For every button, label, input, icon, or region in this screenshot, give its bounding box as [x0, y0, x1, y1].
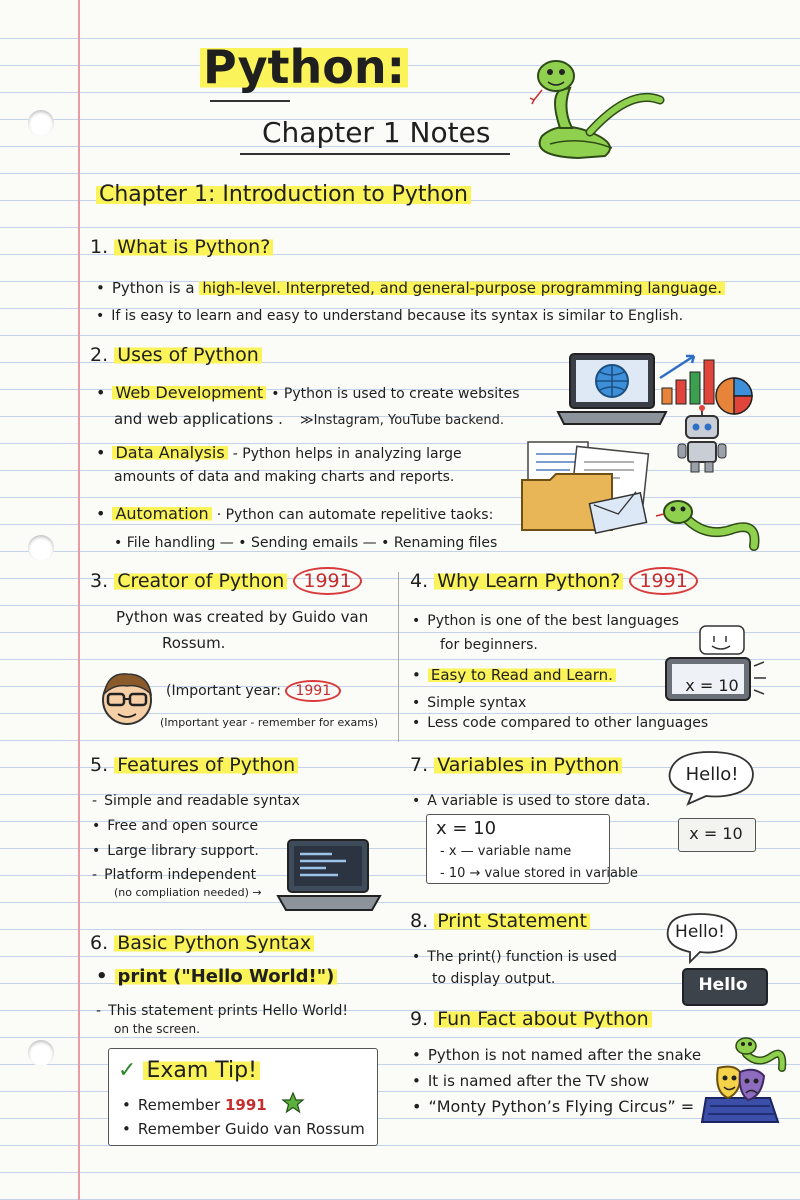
tip-text: • Remember	[122, 1096, 220, 1114]
bullet-text: • Simple syntax	[412, 695, 526, 711]
section-6-heading	[90, 930, 314, 956]
s6-desc-2: on the screen.	[114, 1022, 200, 1036]
laptop-globe-icon	[556, 350, 668, 430]
s4-bullet-1	[412, 610, 679, 632]
exam-tip-item-1	[122, 1094, 267, 1116]
section-number: 8.	[410, 910, 429, 932]
section-title: Variables in Python	[434, 754, 622, 776]
column-divider	[398, 572, 399, 742]
feature-item	[92, 864, 256, 886]
exam-tip-title	[118, 1058, 260, 1083]
data-analysis-line-2: amounts of data and making charts and reports.	[114, 469, 455, 485]
variable-line-1: - x — variable name	[440, 844, 572, 859]
important-year	[166, 680, 341, 702]
bullet	[96, 443, 112, 462]
exam-tip-item-2	[122, 1118, 365, 1140]
star-icon	[282, 1092, 304, 1114]
s4-bullet-2	[412, 664, 616, 686]
bullet	[96, 504, 112, 523]
creator-line-1: Python was created by Guido van	[116, 608, 369, 626]
desc-text: - This statement prints Hello World!	[96, 1003, 348, 1019]
fun-fact-1	[412, 1044, 701, 1066]
bullet-text: • “Monty Python’s Flying Circus” =	[412, 1097, 694, 1116]
term-data-analysis: Data Analysis	[112, 443, 227, 462]
section-5-heading	[90, 752, 298, 778]
binder-hole	[28, 110, 54, 136]
margin-line	[78, 0, 80, 1200]
exam-tip-title-text: Exam Tip!	[143, 1058, 259, 1083]
monitor-screen-text: x = 10	[685, 676, 739, 695]
s7-desc	[412, 790, 650, 812]
section-title: Basic Python Syntax	[114, 932, 314, 954]
bullet	[96, 966, 115, 987]
bullet-text: • Python is a	[96, 279, 195, 297]
bullet-text: • If is easy to learn and easy to understand because its syntax is similar to English.	[96, 308, 683, 324]
bullet-text: • A variable is used to store data.	[412, 793, 650, 809]
section-number: 5.	[90, 754, 109, 776]
print-code	[96, 966, 337, 987]
s4-bullet-4	[412, 712, 708, 734]
chapter-heading	[96, 182, 471, 207]
fun-fact-3	[412, 1096, 694, 1118]
section-number: 6.	[90, 932, 109, 954]
bullet	[412, 666, 428, 684]
folder-icon	[520, 440, 660, 536]
section-title: Print Statement	[434, 910, 590, 932]
variable-line-2: - 10 → value stored in variable	[440, 866, 638, 881]
important-year-label: (Important year:	[166, 683, 282, 699]
section-number: 1.	[90, 236, 109, 258]
section-title: Features of Python	[114, 754, 298, 776]
title-text: Python:	[200, 40, 408, 94]
web-dev-line-2: and web applications .	[114, 410, 283, 428]
bullet-text: • Less code compared to other languages	[412, 715, 708, 731]
term-web-development: Web Development	[112, 383, 266, 402]
binder-hole	[28, 535, 54, 561]
section-9-heading	[410, 1006, 652, 1032]
section-title: What is Python?	[114, 236, 273, 258]
highlighted-text: Easy to Read and Learn.	[428, 666, 616, 684]
section-number: 3.	[90, 570, 109, 592]
section-number: 9.	[410, 1008, 429, 1030]
bullet-text: • It is named after the TV show	[412, 1072, 649, 1090]
page-subtitle	[262, 116, 490, 149]
feature-item	[92, 840, 259, 862]
title-underline	[210, 100, 290, 102]
section-number: 2.	[90, 344, 109, 366]
subtitle-underline	[240, 153, 510, 155]
feature-text: • Large library support.	[92, 843, 259, 859]
year-circle: 1991	[293, 567, 361, 595]
web-dev-line-1	[96, 382, 520, 405]
feature-text: - Simple and readable syntax	[92, 793, 300, 809]
face-avatar-icon	[96, 668, 158, 728]
data-analysis-line-1	[96, 442, 462, 465]
check-icon: ✓	[118, 1058, 137, 1083]
section-3-heading	[90, 568, 362, 594]
s8-desc-2: to display output.	[432, 971, 556, 987]
feature-note: (no compliation needed) →	[114, 886, 262, 899]
year-circle: 1991	[285, 680, 341, 702]
term-desc: - Python helps in analyzing large	[232, 446, 462, 462]
tip-year: 1991	[225, 1096, 267, 1114]
variable-code: x = 10	[436, 818, 497, 839]
binder-hole	[28, 1040, 54, 1066]
term-desc: • Python is used to create websites	[271, 386, 520, 402]
bullet	[96, 383, 112, 402]
s4-bullet-3	[412, 692, 526, 714]
automation-line	[96, 503, 493, 526]
code-text: print ("Hello World!")	[115, 966, 338, 987]
bullet-text: • Python is one of the best languages	[412, 613, 679, 629]
section-title: Creator of Python	[114, 570, 287, 592]
section-2-heading	[90, 342, 262, 368]
s4-bullet-1-cont: for beginners.	[440, 637, 538, 653]
laptop-code-icon	[276, 836, 384, 916]
creator-line-2: Rossum.	[162, 634, 226, 652]
robot-icon	[674, 404, 730, 476]
section-7-heading	[410, 752, 622, 778]
snake-icon	[520, 48, 670, 160]
s8-desc-1	[412, 946, 617, 968]
section-4-heading	[410, 568, 698, 594]
speech-bubble-text: Hello!	[675, 922, 725, 942]
web-dev-example: ≫Instagram, YouTube backend.	[300, 413, 505, 428]
bullet-text: • Python is not named after the snake	[412, 1046, 701, 1064]
chapter-heading-text: Chapter 1: Introduction to Python	[96, 182, 471, 207]
year-circle: 1991	[629, 567, 697, 595]
subtitle-text: Chapter 1 Notes	[262, 116, 491, 149]
section-number: 7.	[410, 754, 429, 776]
fun-fact-2	[412, 1070, 649, 1092]
speech-bubble-text: Hello!	[685, 764, 739, 785]
feature-item	[92, 815, 258, 837]
section-title: Fun Fact about Python	[434, 1008, 652, 1030]
section-title: Uses of Python	[114, 344, 262, 366]
tip-text: • Remember Guido van Rossum	[122, 1120, 365, 1138]
term-desc: · Python can automate repelitive taoks:	[216, 507, 494, 523]
hello-sign-text: Hello	[698, 975, 748, 995]
variable-card-text: x = 10	[689, 824, 743, 843]
page-title	[200, 40, 408, 94]
section-number: 4.	[410, 570, 429, 592]
snake-icon	[654, 494, 764, 552]
highlighted-text: high-level. Interpreted, and general-purpose programming language.	[199, 279, 725, 297]
section-1-heading	[90, 234, 273, 260]
feature-text: • Free and open source	[92, 818, 258, 834]
s1-bullet-2	[96, 305, 683, 327]
theater-mask-icon	[700, 1062, 782, 1124]
section-8-heading	[410, 908, 590, 934]
automation-items: • File handling — • Sending emails — • Renaming files	[114, 535, 498, 551]
section-title: Why Learn Python?	[434, 570, 623, 592]
feature-item	[92, 790, 300, 812]
exam-note: (Important year - remember for exams)	[160, 716, 379, 729]
feature-text: - Platform independent	[92, 867, 256, 883]
bullet-text: • The print() function is used	[412, 949, 617, 965]
term-automation: Automation	[112, 504, 211, 523]
s1-bullet-1	[96, 277, 725, 299]
